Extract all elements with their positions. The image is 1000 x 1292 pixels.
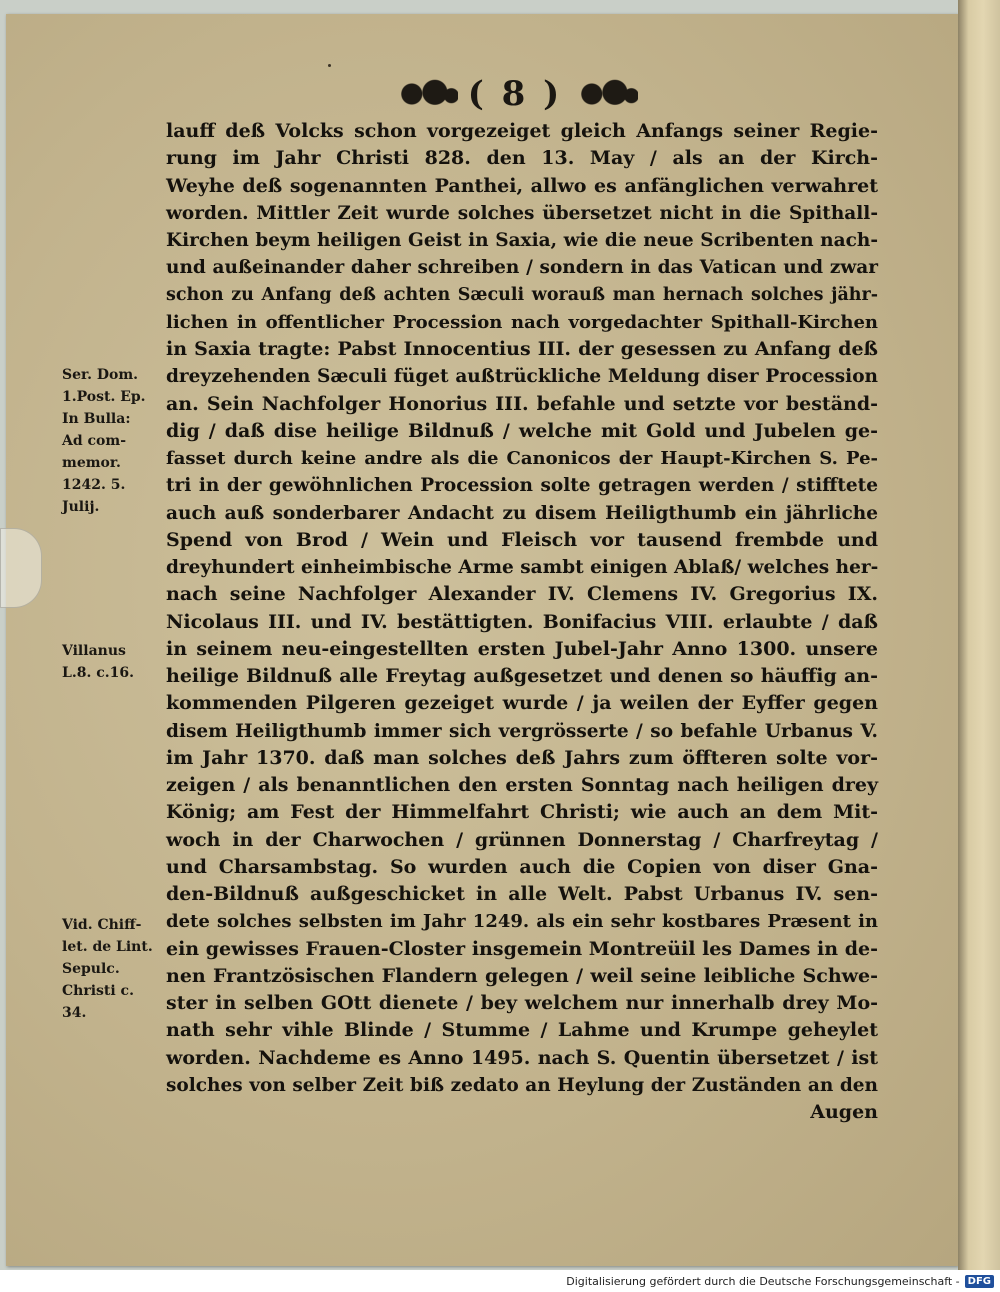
- text-line: dete solches selbsten im Jahr 1249. als ein sehr kostbares Præsent in: [166, 911, 878, 933]
- text-line: Weyhe deß sogenannten Panthei, allwo es anfänglichen verwahret: [166, 174, 878, 197]
- ink-speck: [328, 64, 331, 67]
- text-line: in Saxia tragte: Pabst Innocentius III. der gesessen zu Anfang deß: [166, 338, 878, 360]
- text-line: nach seine Nachfolger Alexander IV. Clemens IV. Gregorius IX.: [166, 583, 878, 606]
- text-line: den-Bildnuß außgeschicket in alle Welt. Pabst Urbanus IV. sen-: [166, 883, 878, 905]
- text-line: dreyhundert einheimbische Arme sambt einigen Ablaß/ welches her-: [166, 557, 879, 578]
- text-line: und außeinander daher schreiben / sondern in das Vatican und zwar: [166, 257, 878, 279]
- text-line: lauff deß Volcks schon vorgezeiget gleich Anfangs seiner Regie-: [166, 120, 878, 142]
- text-line: ein gewisses Frauen-Closter insgemein Montreüil les Dames in de-: [166, 937, 878, 960]
- text-line: kommenden Pilgeren gezeiget wurde / ja weilen der Eyffer gegen: [166, 692, 878, 715]
- margin-note-line: 34.: [62, 1005, 87, 1021]
- text-line: Kirchen beym heiligen Geist in Saxia, wie die neue Scribenten nach-: [166, 230, 878, 251]
- text-line: heilige Bildnuß alle Freytag außgesetzet und denen so häuffig an-: [166, 665, 878, 687]
- margin-note-line: 1242. 5.: [62, 477, 126, 493]
- catchword: Augen: [810, 1101, 878, 1123]
- margin-note-line: Sepulc.: [62, 961, 120, 977]
- margin-note-chifflet: [62, 914, 170, 1024]
- text-line: und Charsambstag. So wurden auch die Copien von diser Gna-: [166, 855, 878, 878]
- text-line: auch auß sonderbarer Andacht zu disem Heiligthumb ein jährliche: [166, 502, 878, 524]
- text-line: worden. Nachdeme es Anno 1495. nach S. Quentin übersetzet / ist: [166, 1046, 878, 1069]
- digitization-footer: [0, 1270, 1000, 1292]
- text-line: in seinem neu-eingestellten ersten Jubel-Jahr Anno 1300. unsere: [166, 637, 878, 660]
- text-line: nen Frantzösischen Flandern gelegen / weil seine leibliche Schwe-: [166, 964, 878, 987]
- margin-note-line: memor.: [62, 455, 121, 471]
- text-line: solches von selber Zeit biß zedato an Heylung der Zuständen an den: [166, 1074, 878, 1096]
- text-line: im Jahr 1370. daß man solches deß Jahrs zum öffteren solte vor-: [166, 746, 878, 769]
- margin-note-line: let. de Lint.: [62, 939, 153, 955]
- margin-note-line: Ad com-: [62, 433, 127, 449]
- margin-note-bulla: [62, 364, 170, 518]
- text-line: fasset durch keine andre als die Canonicos der Haupt-Kirchen S. Pe-: [166, 448, 878, 469]
- left-ornament-icon: [392, 77, 458, 111]
- margin-note-line: Villanus: [62, 643, 126, 659]
- margin-note-line: 1.Post. Ep.: [62, 389, 146, 405]
- text-line: ster in selben GOtt dienete / bey welchem nur innerhalb drey Mo-: [166, 992, 878, 1014]
- margin-note-villanus: [62, 640, 170, 684]
- text-line: König; am Fest der Himmelfahrt Christi; wie auch an dem Mit-: [166, 801, 878, 824]
- text-line: rung im Jahr Christi 828. den 13. May / als an der Kirch-: [166, 147, 878, 170]
- text-line: Nicolaus III. und IV. bestättigten. Bonifacius VIII. erlaubte / daß: [166, 610, 878, 633]
- text-line: zeigen / als benanntlichen den ersten Sonntag nach heiligen drey: [166, 774, 878, 796]
- margin-note-line: L.8. c.16.: [62, 665, 134, 681]
- text-line: dreyzehenden Sæculi füget außtrückliche Meldung diser Procession: [166, 366, 878, 388]
- margin-note-line: Christi c.: [62, 983, 134, 999]
- text-line: an. Sein Nachfolger Honorius III. befahle und setzte vor beständ-: [166, 392, 878, 415]
- right-ornament-icon: [572, 77, 638, 111]
- page-edge: [958, 0, 1000, 1270]
- text-line: nath sehr vihle Blinde / Stumme / Lahme und Krumpe geheylet: [166, 1019, 878, 1042]
- page-header: [390, 70, 640, 118]
- text-line: dig / daß dise heilige Bildnuß / welche mit Gold und Jubelen ge-: [166, 419, 878, 442]
- text-line: disem Heiligthumb immer sich vergrösserte / so befahle Urbanus V.: [166, 720, 878, 742]
- text-line: Spend von Brod / Wein und Fleisch vor tausend frembde und: [166, 528, 878, 551]
- text-line: woch in der Charwochen / grünnen Donnerstag / Charfreytag /: [166, 828, 878, 851]
- text-line: schon zu Anfang deß achten Sæculi worauß man hernach solches jähr-: [166, 284, 878, 305]
- dfg-logo-icon: DFG: [965, 1275, 994, 1288]
- text-line: lichen in offentlicher Procession nach vorgedachter Spithall-Kirchen: [166, 311, 878, 333]
- footer-credit: Digitalisierung gefördert durch die Deutsche Forschungsgemeinschaft -: [566, 1274, 960, 1288]
- text-line: worden. Mittler Zeit wurde solches übersetzet nicht in die Spithall-: [166, 202, 878, 224]
- page-number: ( 8 ): [467, 74, 563, 114]
- margin-note-line: Julij.: [62, 499, 100, 515]
- binding-clip: [0, 528, 42, 608]
- margin-note-line: Ser. Dom.: [62, 367, 139, 383]
- body-text: [166, 118, 878, 1126]
- margin-note-line: Vid. Chiff-: [62, 917, 142, 933]
- text-line: tri in der gewöhnlichen Procession solte getragen werden / stifftete: [166, 475, 878, 497]
- margin-note-line: In Bulla:: [62, 411, 131, 427]
